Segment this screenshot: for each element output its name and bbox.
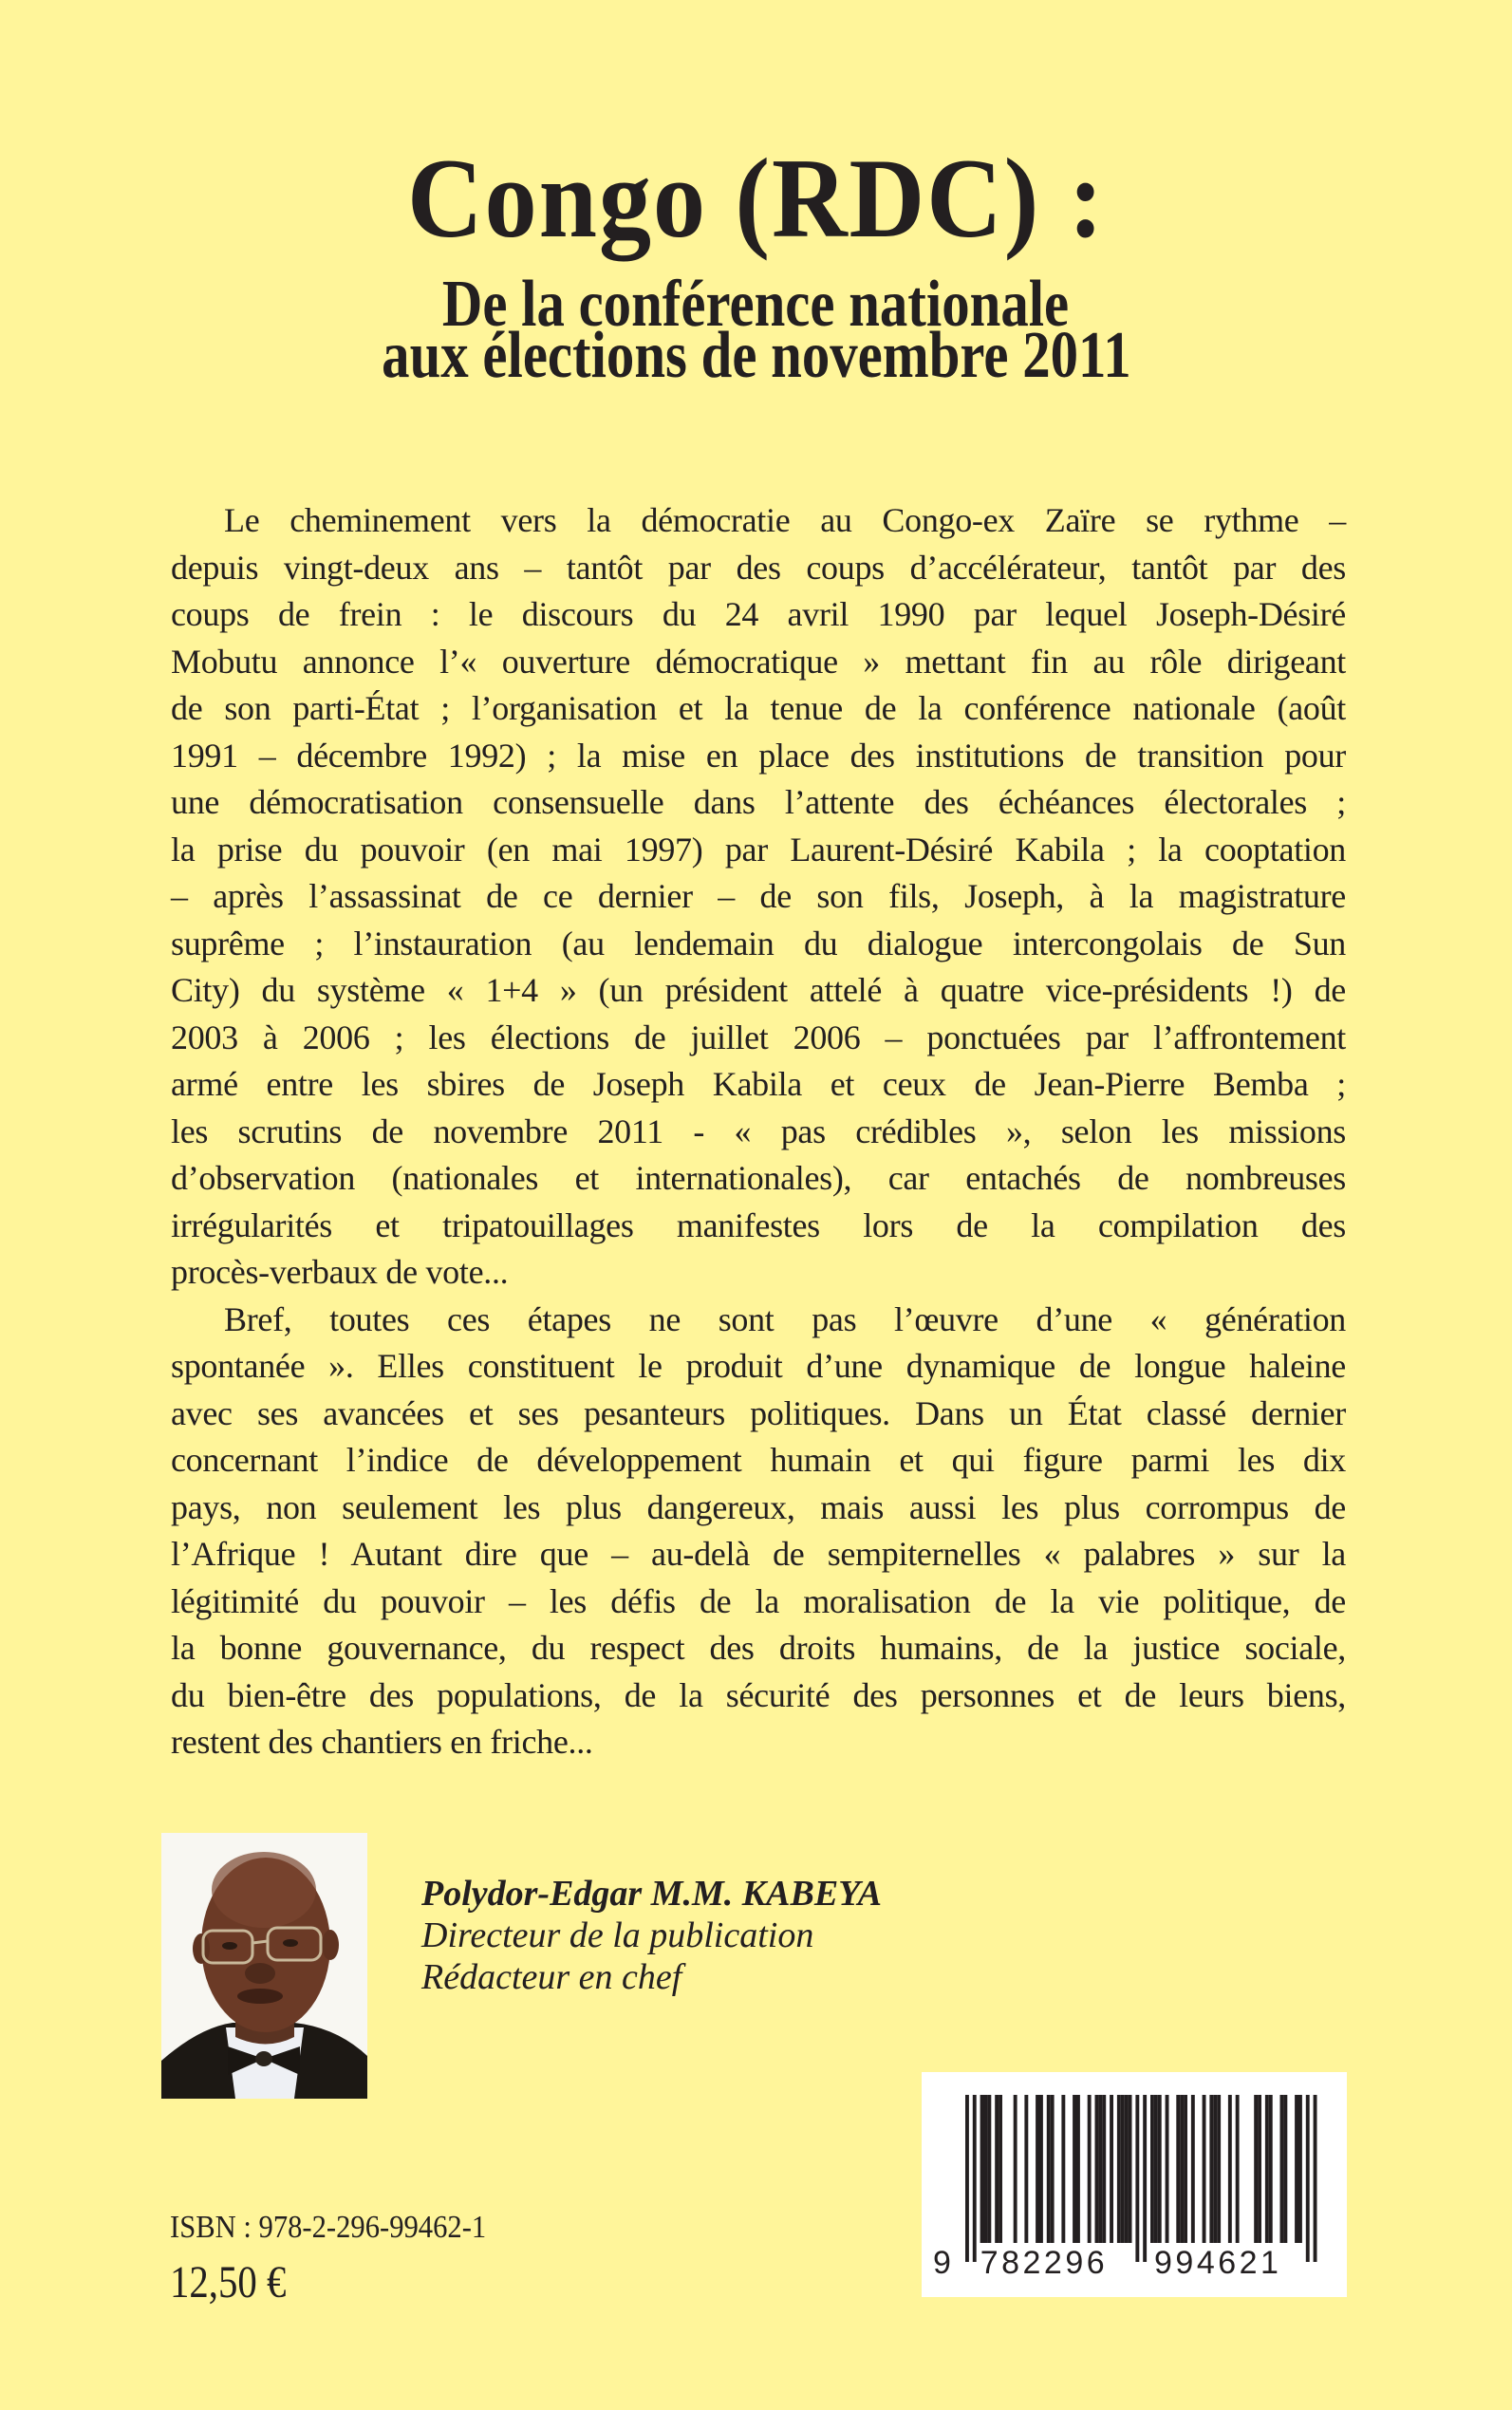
blurb-line: les scrutins de novembre 2011 - « pas crédibles », selon les missions [171, 1112, 1346, 1150]
book-title [0, 135, 1512, 261]
blurb-line: une démocratisation consensuelle dans l’attente des échéances électorales ; [171, 783, 1346, 821]
blurb-line: City) du système « 1+4 » (un président attelé à quatre vice-présidents !) de [171, 971, 1346, 1009]
subtitle-line: aux élections de novembre 2011 [381, 319, 1131, 392]
blurb-line: pays, non seulement les plus dangereux, mais aussi les plus corrompus de [171, 1487, 1346, 1526]
author-role: Rédacteur en chef [421, 1957, 682, 1997]
price: 12,50 € [170, 2257, 287, 2307]
blurb-line: du bien-être des populations, de la sécurité des personnes et de leurs biens, [171, 1675, 1346, 1714]
blurb-line: suprême ; l’instauration (au lendemain du dialogue intercongolais de Sun [171, 924, 1346, 962]
blurb-line: procès-verbaux de vote... [171, 1253, 509, 1291]
author-name: Polydor-Edgar M.M. KABEYA [421, 1874, 882, 1914]
blurb-line: l’Afrique ! Autant dire que – au-delà de sempiternelles « palabres » sur la [171, 1535, 1346, 1573]
blurb-line: concernant l’indice de développement humain et qui figure parmi les dix [171, 1441, 1346, 1479]
blurb-line: depuis vingt-deux ans – tantôt par des coups d’accélérateur, tantôt par des [171, 548, 1346, 587]
blurb-line: coups de frein : le discours du 24 avril 1990 par lequel Joseph-Désiré [171, 595, 1346, 633]
barcode [922, 2072, 1347, 2297]
svg-text:994621: 994621 [1154, 2245, 1282, 2281]
blurb-line: Mobutu annonce l’« ouverture démocratique » mettant fin au rôle dirigeant [171, 642, 1346, 681]
blurb-line: légitimité du pouvoir – les défis de la moralisation de la vie politique, de [171, 1581, 1346, 1620]
blurb-line: Bref, toutes ces étapes ne sont pas l’œuvre d’une « génération [224, 1299, 1346, 1338]
author-photo [161, 1833, 367, 2099]
author-portrait-icon [161, 1833, 367, 2099]
svg-text:782296: 782296 [980, 2245, 1109, 2281]
blurb-line: irrégularités et tripatouillages manifestes lors de la compilation des [171, 1205, 1346, 1244]
blurb-line: armé entre les sbires de Joseph Kabila et ceux de Jean-Pierre Bemba ; [171, 1065, 1346, 1103]
author-block [421, 1873, 882, 1998]
blurb-line: 1991 – décembre 1992) ; la mise en place des institutions de transition pour [171, 736, 1346, 775]
blurb-line: Le cheminement vers la démocratie au Congo-ex Zaïre se rythme – [224, 501, 1346, 539]
blurb-line: spontanée ». Elles constituent le produit d’une dynamique de longue haleine [171, 1347, 1346, 1385]
blurb-line: – après l’assassinat de ce dernier – de son fils, Joseph, à la magistrature [171, 877, 1346, 915]
blurb-line: avec ses avancées et ses pesanteurs politiques. Dans un État classé dernier [171, 1393, 1346, 1432]
subtitle-line: De la conférence nationale [442, 268, 1070, 341]
blurb-line: restent des chantiers en friche... [171, 1723, 593, 1761]
barcode-icon [922, 2072, 1347, 2297]
blurb-line: la bonne gouvernance, du respect des droits humains, de la justice sociale, [171, 1629, 1346, 1667]
blurb-line: 2003 à 2006 ; les élections de juillet 2006 – ponctuées par l’affrontement [171, 1018, 1346, 1056]
blurb-line: la prise du pouvoir (en mai 1997) par Laurent-Désiré Kabila ; la cooptation [171, 830, 1346, 869]
blurb-line: de son parti-État ; l’organisation et la tenue de la conférence nationale (août [171, 689, 1346, 727]
book-title-text: Congo (RDC) : [406, 135, 1106, 261]
back-cover-blurb [171, 497, 1346, 1766]
svg-text:9: 9 [933, 2245, 955, 2281]
book-subtitle [0, 268, 1512, 392]
author-role: Directeur de la publication [421, 1915, 814, 1955]
isbn: ISBN : 978-2-296-99462-1 [170, 2210, 487, 2245]
blurb-line: d’observation (nationales et internationales), car entachés de nombreuses [171, 1159, 1346, 1197]
